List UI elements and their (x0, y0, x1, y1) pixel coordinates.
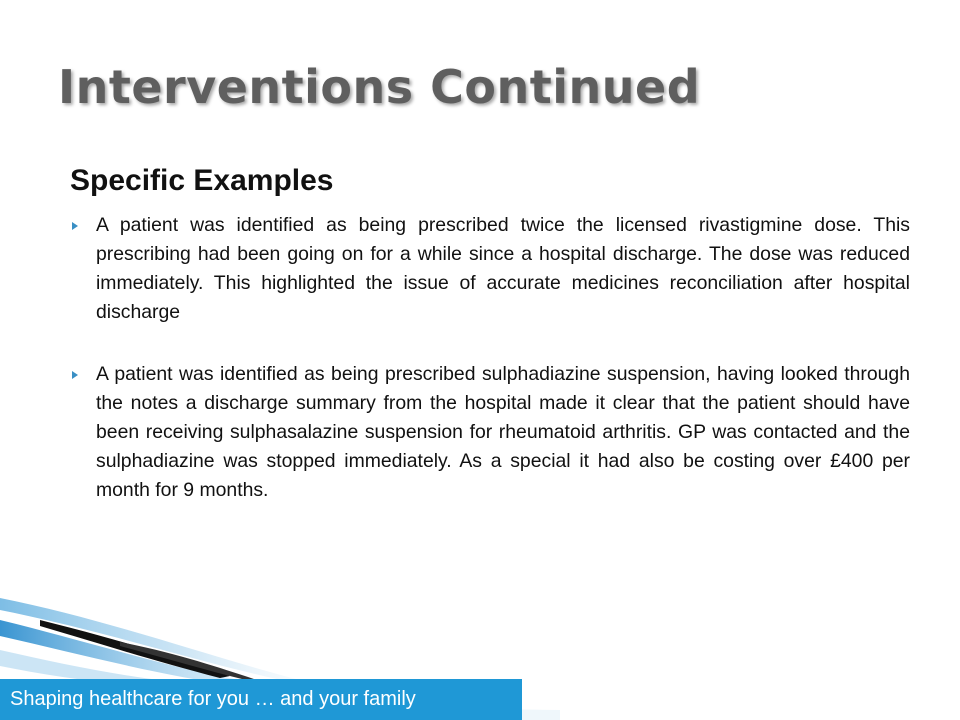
bullet-text-rivastigmine: A patient was identified as being prescribed twice the licensed rivastigmine dose. This prescribing had been going on for a while since a hospital discharge. The dose was reduced immediately. This highlighted the issue of accurate medicines reconciliation after hospital discharge (96, 214, 910, 323)
slide-title: Interventions Continued (58, 60, 701, 114)
section-subtitle: Specific Examples (70, 164, 334, 197)
bullet-item-rivastigmine (70, 211, 910, 327)
footer-tagline: Shaping healthcare for you … and your family (10, 688, 416, 710)
triangle-bullet-icon (72, 222, 78, 230)
bullet-text-sulphadiazine: A patient was identified as being prescribed sulphadiazine suspension, having looked through the notes a discharge summary from the hospital made it clear that the patient should have been receiving sulphasalazine suspension for rheumatoid arthritis. GP was contacted and the sulphadiazine was stopped immediately. As a special it had also be costing over £400 per month for 9 months. (96, 363, 910, 501)
footer-banner (0, 679, 522, 720)
bullet-list (70, 211, 910, 505)
triangle-bullet-icon (72, 371, 78, 379)
bullet-item-sulphadiazine (70, 360, 910, 505)
